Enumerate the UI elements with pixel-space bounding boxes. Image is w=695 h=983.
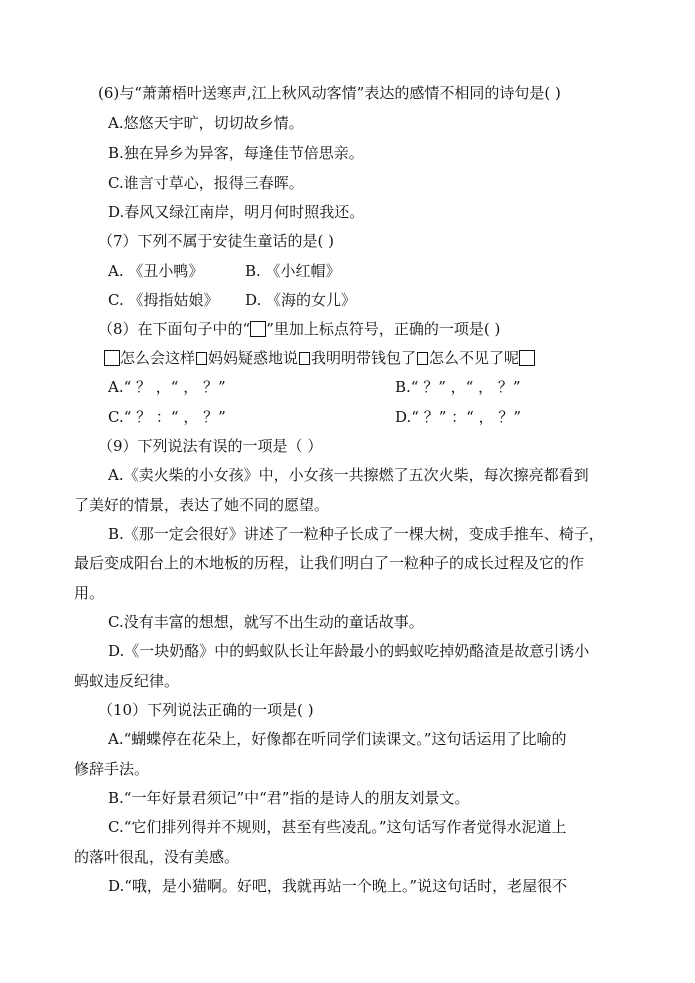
q7-option-c: C. 《拇指姑娘》 — [108, 291, 219, 309]
q10-option-b: B.“一年好景君须记”中“君”指的是诗人的朋友刘景文。 — [108, 789, 470, 807]
q8-option-d: D.“ ？” ：“ ， ？” — [395, 408, 522, 426]
q9-option-d-line2: 蚂蚁违反纪律。 — [74, 672, 180, 690]
blank-box-icon — [104, 350, 120, 366]
q8-stem — [98, 314, 500, 344]
blank-box-icon — [250, 321, 266, 337]
q9-option-b-line2: 最后变成阳台上的木地板的历程，让我们明白了一粒种子的成长过程及它的作 — [74, 554, 585, 572]
q10-option-d-line1: D.“哦，是小猫啊。好吧，我就再站一个晚上。”说这句话时，老屋很不 — [108, 877, 568, 895]
q10-option-c-line1: C.“它们排列得并不规则，甚至有些凌乱。”这句话写作者觉得水泥道上 — [108, 818, 567, 836]
q8-option-b: B.“ ？” ，“ ， ？” — [395, 378, 521, 396]
q9-option-a-line2: 了美好的情景，表达了她不同的愿望。 — [74, 496, 330, 514]
blank-box-icon — [299, 352, 310, 365]
q6-stem: (6)与“萧萧梧叶送寒声,江上秋风动客情”表达的感情不相同的诗句是( ) — [98, 84, 561, 102]
q8-stem-post: ”里加上标点符号，正确的一项是( ) — [266, 320, 501, 338]
q10-stem: （10）下列说法正确的一项是( ) — [98, 701, 314, 719]
q9-option-b-line3: 用。 — [74, 584, 105, 602]
q8-stem-pre: （8）在下面句子中的“ — [98, 320, 251, 338]
q8-option-a: A.“ ？ ，“ ， ？” — [108, 378, 226, 396]
q8-sentence — [104, 343, 535, 373]
q7-stem: （7）下列不属于安徒生童话的是( ) — [98, 232, 335, 250]
q6-option-b: B.独在异乡为异客，每逢佳节倍思亲。 — [108, 144, 364, 162]
q9-option-c: C.没有丰富的想想，就写不出生动的童话故事。 — [108, 613, 424, 631]
q6-option-c: C.谁言寸草心，报得三春晖。 — [108, 174, 304, 192]
q7-option-a: A. 《丑小鸭》 — [108, 262, 204, 280]
q9-option-d-line1: D.《一块奶酪》中的蚂蚁队长让年龄最小的蚂蚁吃掉奶酪渣是故意引诱小 — [108, 642, 590, 660]
q9-stem: （9）下列说法有误的一项是（ ） — [98, 437, 323, 455]
blank-box-icon — [417, 352, 428, 365]
blank-box-icon — [519, 350, 535, 366]
q6-option-d: D.春风又绿江南岸，明月何时照我还。 — [108, 203, 365, 221]
q8-sentence-part-4: 怎么不见了呢 — [429, 349, 520, 367]
q9-option-b-line1: B.《那一定会很好》讲述了一粒种子长成了一棵大树，变成手推车、椅子， — [108, 525, 604, 543]
q7-option-b: B. 《小红帽》 — [245, 262, 341, 280]
q10-option-a-line2: 修辞手法。 — [74, 760, 150, 778]
q8-sentence-part-3: 我明明带钱包了 — [311, 349, 417, 367]
q8-sentence-part-1: 怎么会这样 — [120, 349, 196, 367]
q7-option-d: D. 《海的女儿》 — [245, 291, 357, 309]
q10-option-c-line2: 的落叶很乱，没有美感。 — [74, 848, 240, 866]
blank-box-icon — [196, 352, 207, 365]
q10-option-a-line1: A.“蝴蝶停在花朵上，好像都在听同学们读课文。”这句话运用了比喻的 — [108, 730, 567, 748]
q8-option-c: C.“ ？ ：“ ， ？” — [108, 408, 226, 426]
q6-option-a: A.悠悠天宇旷，切切故乡情。 — [108, 114, 304, 132]
q8-sentence-part-2: 妈妈疑惑地说 — [208, 349, 299, 367]
q9-option-a-line1: A.《卖火柴的小女孩》中，小女孩一共擦燃了五次火柴，每次擦亮都看到 — [108, 466, 589, 484]
